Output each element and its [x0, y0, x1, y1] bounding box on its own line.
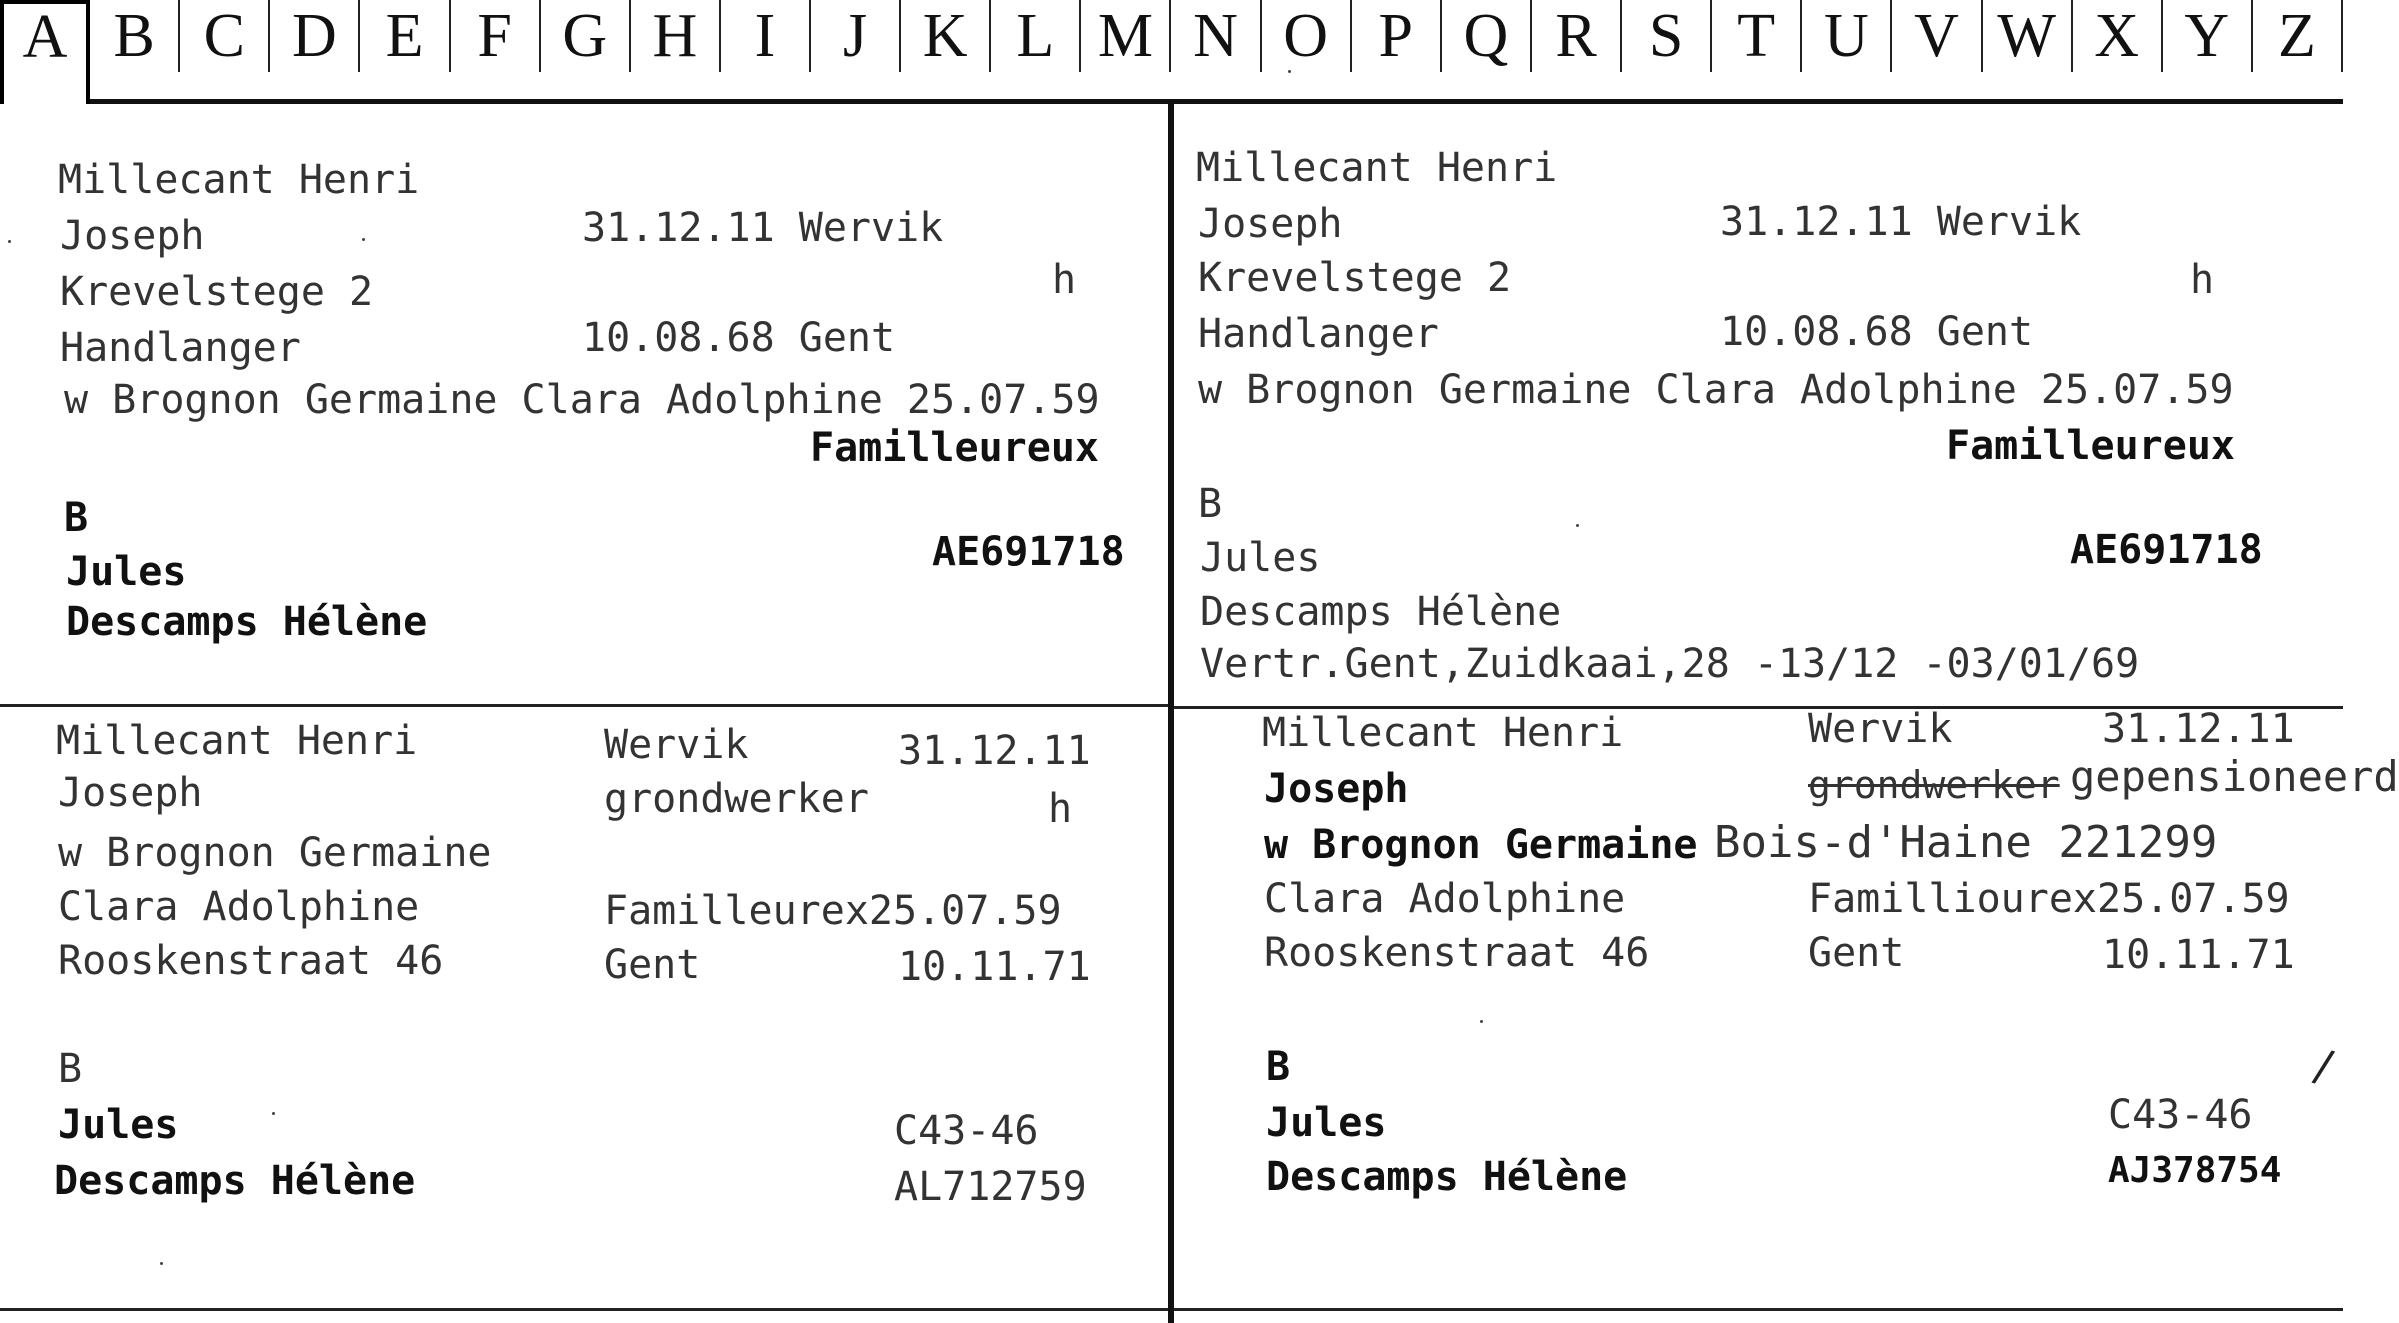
- card-registered: 10.08.68 Gent: [582, 315, 896, 361]
- index-letter-w[interactable]: W: [1983, 0, 2073, 72]
- index-letter-m[interactable]: M: [1081, 0, 1171, 72]
- index-letter-c[interactable]: C: [180, 0, 270, 72]
- card-spouse-place-date: Familliourex25.07.59: [1808, 876, 2290, 922]
- card-doc-number: AE691718: [932, 529, 1125, 575]
- card-address: Krevelstege 2: [1198, 255, 1512, 301]
- card-nationality: B: [1198, 481, 1223, 527]
- card-father: Jules: [1266, 1100, 1387, 1146]
- card-spouse-place-date: Familleurex25.07.59: [604, 888, 1062, 934]
- index-letter-v[interactable]: V: [1892, 0, 1982, 72]
- card-name: Millecant Henri: [1196, 145, 1558, 191]
- card-mother: Descamps Hélène: [1266, 1154, 1628, 1200]
- card-occupation-struck: grondwerker: [1808, 763, 2060, 807]
- card-name: Millecant Henri: [1262, 710, 1624, 756]
- pen-mark: /: [2309, 1039, 2338, 1094]
- card-father: Jules: [58, 1102, 179, 1148]
- index-letter-x[interactable]: X: [2073, 0, 2163, 72]
- index-letter-b[interactable]: B: [90, 0, 180, 72]
- index-letter-s[interactable]: S: [1622, 0, 1712, 72]
- card-sex: h: [1052, 257, 1077, 303]
- card-father: Jules: [1200, 535, 1321, 581]
- index-letter-l[interactable]: L: [991, 0, 1081, 72]
- card-city: Gent: [1808, 930, 1905, 976]
- card-spouse-line1: w Brognon Germaine: [1264, 822, 1698, 868]
- card-spouse-line1: w Brognon Germaine: [58, 830, 492, 876]
- card-birthdate: 31.12.11: [898, 728, 1091, 774]
- index-letter-p[interactable]: P: [1352, 0, 1442, 72]
- card-spouse: w Brognon Germaine Clara Adolphine 25.07.59: [64, 377, 1100, 423]
- index-letter-q[interactable]: Q: [1442, 0, 1532, 72]
- card-bottom-right: [1174, 706, 2399, 1307]
- scan-speck: [272, 1112, 275, 1115]
- card-date: 10.11.71: [898, 944, 1091, 990]
- card-occupation: Handlanger: [1198, 311, 1439, 357]
- card-spouse-place: Familleureux: [1946, 423, 2235, 469]
- card-top-right: [1174, 104, 2343, 704]
- card-given-name: Joseph: [58, 770, 203, 816]
- index-letter-j[interactable]: J: [811, 0, 901, 72]
- card-father: Jules: [66, 549, 187, 595]
- index-letter-h[interactable]: H: [631, 0, 721, 72]
- card-spouse-place: Familleureux: [810, 425, 1099, 471]
- index-letter-y[interactable]: Y: [2163, 0, 2253, 72]
- card-bottom-left: [0, 707, 1168, 1307]
- scan-speck: [1288, 70, 1291, 73]
- card-nationality: B: [64, 495, 89, 541]
- card-given-name: Joseph: [1264, 766, 1409, 812]
- card-sex: h: [2190, 257, 2215, 303]
- card-spouse-line2: Clara Adolphine: [58, 884, 420, 930]
- card-spouse: w Brognon Germaine Clara Adolphine 25.07.59: [1198, 367, 2234, 413]
- card-birthplace: Wervik: [1808, 706, 1953, 752]
- index-letter-a[interactable]: A: [0, 0, 90, 104]
- card-nationality: B: [58, 1046, 83, 1092]
- card-date: 10.11.71: [2102, 932, 2295, 978]
- card-address: Krevelstege 2: [60, 269, 374, 315]
- index-letter-r[interactable]: R: [1532, 0, 1622, 72]
- card-reference: C43-46: [2108, 1092, 2253, 1138]
- card-given-name: Joseph: [1198, 201, 1343, 247]
- card-nationality: B: [1266, 1044, 1291, 1090]
- scan-speck: [1480, 1020, 1483, 1023]
- index-letter-o[interactable]: O: [1262, 0, 1352, 72]
- index-letter-g[interactable]: G: [541, 0, 631, 72]
- card-new-address: Bois-d'Haine 221299: [1714, 817, 2218, 868]
- card-note: Vertr.Gent,Zuidkaai,28 -13/12 -03/01/69: [1200, 641, 2140, 687]
- card-reference: C43-46: [894, 1108, 1039, 1154]
- card-given-name: Joseph: [60, 213, 205, 259]
- card-birth: 31.12.11 Wervik: [1720, 199, 2082, 245]
- index-letter-n[interactable]: N: [1172, 0, 1262, 72]
- bottom-right-border: [1174, 1308, 2343, 1311]
- card-city: Gent: [604, 942, 701, 988]
- card-doc-number: AL712759: [894, 1164, 1087, 1210]
- scan-speck: [362, 238, 365, 241]
- card-birth: 31.12.11 Wervik: [582, 205, 944, 251]
- card-address: Rooskenstraat 46: [1264, 930, 1650, 976]
- card-registered: 10.08.68 Gent: [1720, 309, 2034, 355]
- index-letter-f[interactable]: F: [451, 0, 541, 72]
- card-top-left: [0, 104, 1168, 704]
- index-letter-k[interactable]: K: [901, 0, 991, 72]
- card-sex: h: [1048, 786, 1073, 832]
- index-letter-t[interactable]: T: [1712, 0, 1802, 72]
- index-letter-i[interactable]: I: [721, 0, 811, 72]
- bottom-left-border: [0, 1308, 1168, 1311]
- card-birthdate: 31.12.11: [2102, 706, 2295, 752]
- card-occupation: Handlanger: [60, 325, 301, 371]
- card-mother: Descamps Hélène: [1200, 589, 1562, 635]
- card-name: Millecant Henri: [56, 718, 418, 764]
- index-letter-u[interactable]: U: [1802, 0, 1892, 72]
- card-mother: Descamps Hélène: [54, 1158, 416, 1204]
- card-occupation: grondwerker: [604, 776, 869, 822]
- alphabet-index-bar: [0, 0, 2343, 104]
- index-letter-z[interactable]: Z: [2253, 0, 2343, 72]
- card-name: Millecant Henri: [58, 157, 420, 203]
- scan-speck: [1576, 524, 1579, 527]
- index-letter-e[interactable]: E: [360, 0, 450, 72]
- card-address: Rooskenstraat 46: [58, 938, 444, 984]
- card-occupation: gepensioneerd: [2070, 752, 2399, 801]
- scan-speck: [160, 1262, 163, 1265]
- scan-speck: [8, 240, 11, 243]
- card-doc-number: AE691718: [2070, 527, 2263, 573]
- card-birthplace: Wervik: [604, 722, 749, 768]
- card-spouse-line2: Clara Adolphine: [1264, 876, 1626, 922]
- card-doc-number: AJ378754: [2108, 1150, 2282, 1191]
- index-letter-d[interactable]: D: [270, 0, 360, 72]
- card-mother: Descamps Hélène: [66, 599, 428, 645]
